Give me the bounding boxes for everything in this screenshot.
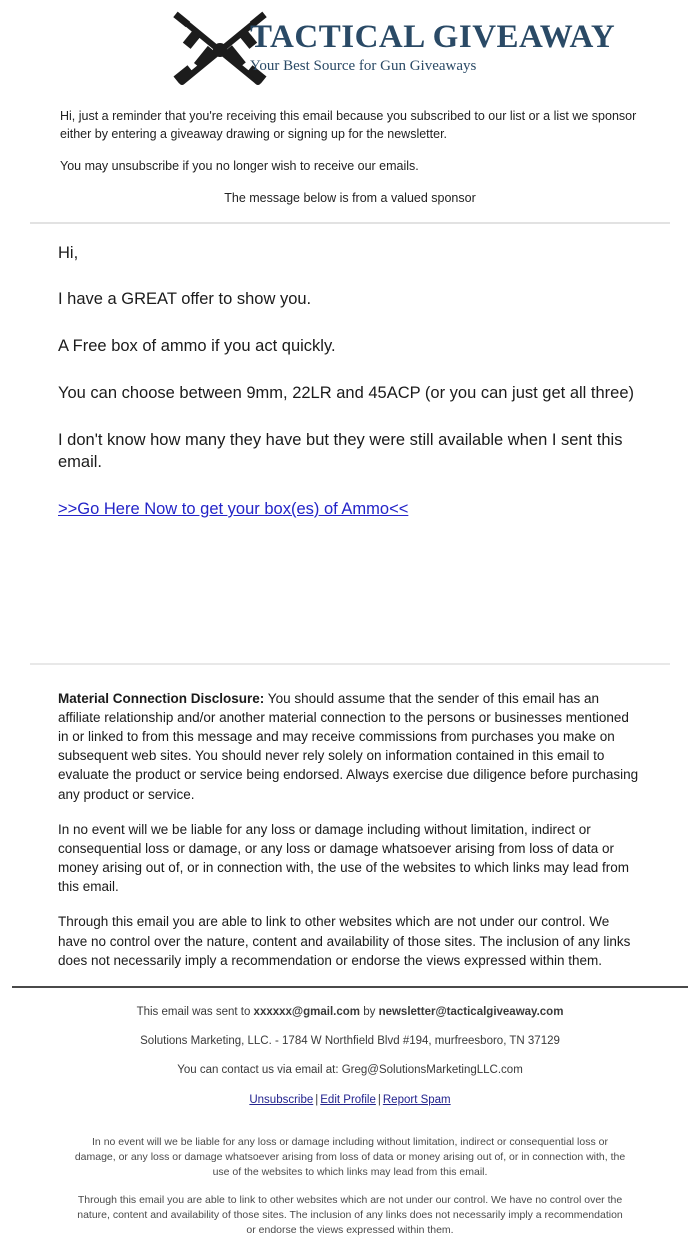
message-body — [0, 224, 700, 663]
unsubscribe-note: You may unsubscribe if you no longer wish to receive our emails. — [60, 159, 419, 174]
unsubscribe-link[interactable]: Unsubscribe — [249, 1093, 314, 1106]
external-links-paragraph: Through this email you are able to link to other websites which are not under our control. We have no control over the nature, content and availability of those sites. The inclusion of any links does not necessarily imply a recommendation or endorse the views expressed within them. — [58, 914, 631, 968]
offer-line-2: A Free box of ammo if you act quickly. — [58, 337, 336, 356]
disclosure-block — [0, 665, 700, 970]
footer-legal-1: In no event will we be liable for any loss or damage including without limitation, indirect or consequential loss or damage, or any loss or damage whatsoever arising from loss of data or money arising out of, or in connection with, the use of the websites to which links may lead from this email. — [74, 1135, 626, 1179]
brand-tagline: Your Best Source for Gun Giveaways — [250, 57, 477, 74]
greeting-text: Hi, — [58, 243, 79, 262]
brand-logo — [160, 8, 616, 92]
liability-paragraph: In no event will we be liable for any loss or damage including without limitation, indirect or consequential loss or damage, or any loss or damage whatsoever arising from loss of data or money arising out of, or in connection with, the use of the websites to which links may lead from this email. — [58, 821, 630, 895]
material-connection-paragraph — [58, 689, 642, 804]
sent-by-text: by — [360, 1005, 379, 1018]
brand-title: TACTICAL GIVEAWAY — [250, 19, 616, 55]
cta-paragraph — [58, 498, 642, 521]
email-footer — [0, 988, 700, 1127]
footer-legal-2: Through this email you are able to link to other websites which are not under our control. We have no control over the nature, content and availability of those sites. The inclusion of any links does not necessarily imply a recommendation or endorse the views expressed within them. — [77, 1193, 623, 1236]
email-header — [0, 0, 700, 103]
cta-link-get-ammo[interactable]: >>Go Here Now to get your box(es) of Ammo<< — [58, 500, 409, 519]
offer-line-4: I don't know how many they have but they were still available when I sent this email. — [58, 430, 623, 472]
recipient-line — [60, 1004, 640, 1021]
link-separator-2: | — [377, 1093, 381, 1106]
subscription-reminder: Hi, just a reminder that you're receiving this email because you subscribed to our list or a list we sponsor either by entering a giveaway drawing or signing up for the newsletter. — [60, 109, 637, 142]
footer-legal-block — [0, 1127, 700, 1260]
edit-profile-link[interactable]: Edit Profile — [320, 1093, 376, 1106]
sponsor-note: The message below is from a valued sponsor — [224, 191, 476, 206]
preheader-block — [0, 103, 700, 208]
offer-line-3: You can choose between 9mm, 22LR and 45ACP (or you can just get all three) — [58, 383, 635, 402]
disclosure-text-1: You should assume that the sender of this email has an affiliate relationship and/or another material connection to the persons or businesses mentioned in or linked to from this message and may receive commissions from purchases you make on subsequent web sites. You should never rely solely on information contained in this email to evaluate the product or service being endorsed. Always exercise due diligence before purchasing any product or service. — [58, 690, 639, 802]
footer-links — [60, 1092, 640, 1109]
body-spacer — [58, 545, 642, 663]
recipient-email: xxxxxx@gmail.com — [253, 1005, 361, 1018]
sent-to-prefix: This email was sent to — [136, 1005, 254, 1018]
company-address: Solutions Marketing, LLC. - 1784 W Northfield Blvd #194, murfreesboro, TN 37129 — [140, 1035, 560, 1048]
contact-line: You can contact us via email at: Greg@SolutionsMarketingLLC.com — [177, 1064, 523, 1077]
report-spam-link[interactable]: Report Spam — [382, 1093, 451, 1106]
link-separator-1: | — [315, 1093, 319, 1106]
offer-line-1: I have a GREAT offer to show you. — [58, 290, 312, 309]
brand-wordmark — [250, 19, 616, 75]
sender-email: newsletter@tacticalgiveaway.com — [378, 1005, 564, 1018]
disclosure-heading: Material Connection Disclosure: — [58, 690, 265, 706]
